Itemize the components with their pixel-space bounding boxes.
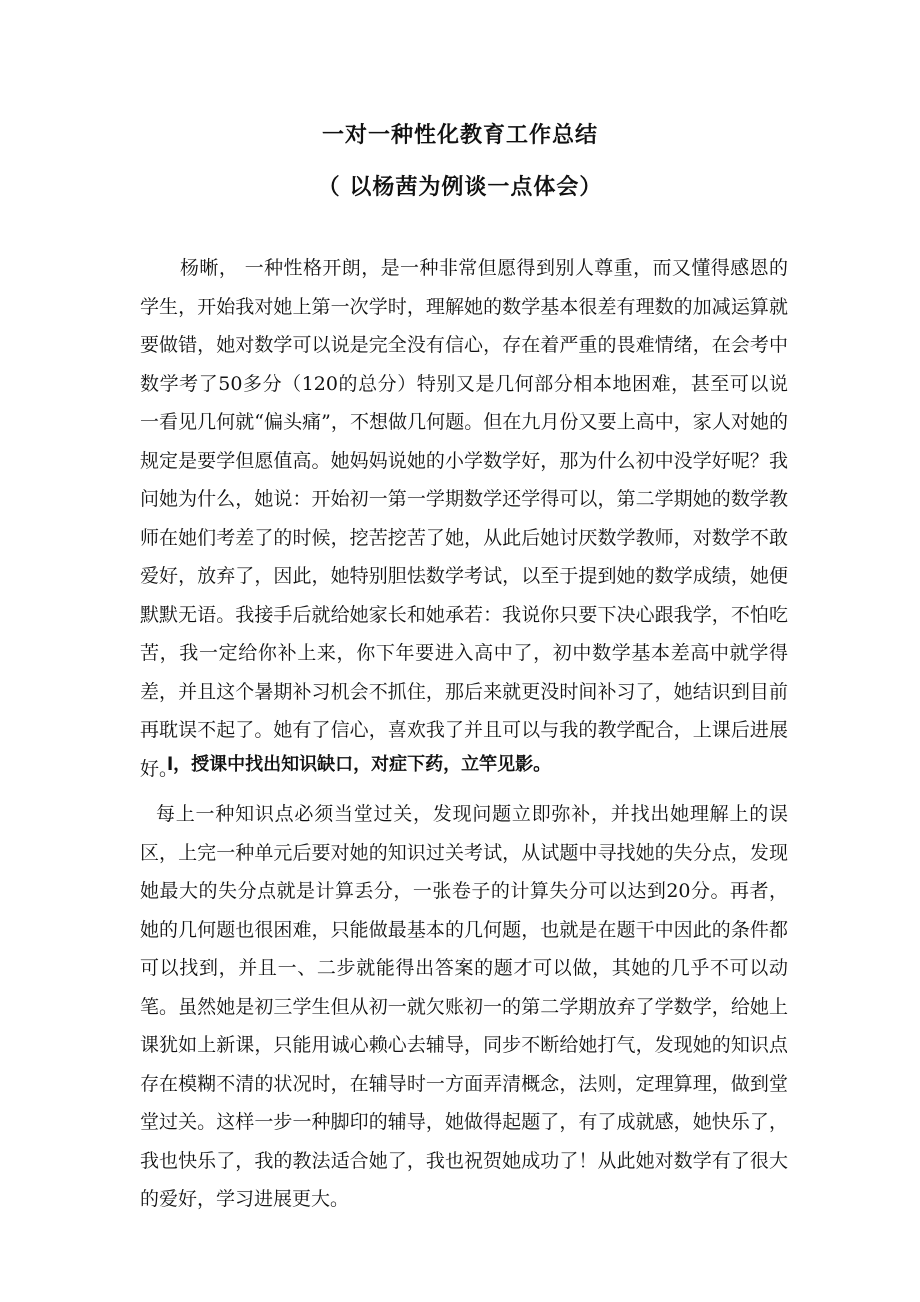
body-paragraph-2: 每上一种知识点必须当堂过关，发现问题立即弥补，并找出她理解上的误区，上完一种单元后要对她的知识过关考试，从试题中寻找她的失分点，发现她最大的失分点就是计算丢分，一张卷子的计算失分可以达到20分。再者，她的几何题也很困难，只能做最基本的几何题，也就是在题干中因此的条件都可以找到，并且一、二步就能得出答案的题才可以做，其她的几乎不可以动笔。虽然她是初三学生但从初一就欠账初一的第二学期放弃了学数学，给她上课犹如上新课，只能用诚心赖心去辅导，同步不断给她打气，发现她的知识点存在模糊不清的状况时，在辅导时一方面弄清概念，法则，定理算理，做到堂堂过关。这样一步一种脚印的辅导，她做得起题了，有了成就感，她快乐了，我也快乐了，我的教法适合她了，我也祝贺她成功了！从此她对数学有了很大的爱好，学习进展更大。: [140, 803, 788, 1210]
document-title: 一对一种性化教育工作总结: [321, 123, 598, 148]
document-subtitle: （ 以杨茜为例谈一点体会）: [317, 175, 603, 200]
section-heading: l，授课中找出知识缺口，对症下药，立竿见影。: [167, 754, 552, 775]
body-paragraph-1: 杨晰， 一种性格开朗，是一种非常但愿得到别人尊重，而又懂得感恩的学生，开始我对她上第一次学时，理解她的数学基本很差有理数的加减运算就要做错，她对数学可以说是完全没有信心，存在着严重的畏难情绪，在会考中数学考了50多分（120的总分）特别又是几何部分相本地困难，甚至可以说一看见几何就“偏头痛”，不想做几何题。但在九月份又要上高中，家人对她的规定是要学但愿值高。她妈妈说她的小学数学好，那为什么初中没学好呢？我问她为什么，她说：开始初一第一学期数学还学得可以，第二学期她的数学教师在她们考差了的时候，挖苦挖苦了她，从此后她讨厌数学教师，对数学不敢爱好，放弃了，因此，她特别胆怯数学考试，以至于提到她的数学成绩，她便默默无语。我接手后就给她家长和她承若：我说你只要下决心跟我学，不怕吃苦，我一定给你补上来，你下年要进入高中了，初中数学基本差高中就学得差，并且这个暑期补习机会不抓住，那后来就更没时间补习了，她结识到目前再耽误不起了。她有了信心，喜欢我了并且可以与我的教学配合，上课后进展好。: [140, 257, 788, 780]
